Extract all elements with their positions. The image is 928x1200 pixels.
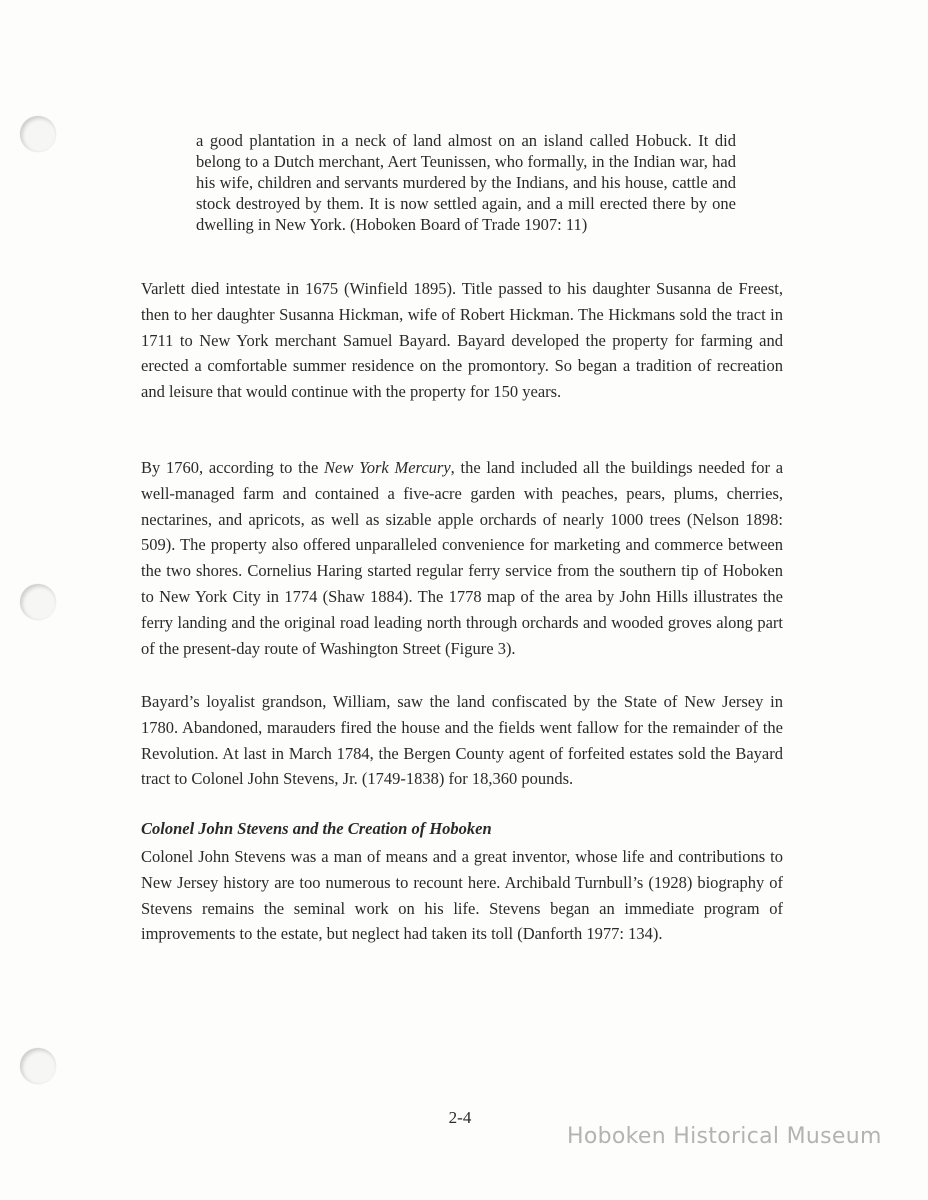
- text-run: By 1760, according to the: [141, 458, 325, 477]
- page-number: 2-4: [448, 1108, 472, 1127]
- body-paragraph: Varlett died intestate in 1675 (Winfield 1895). Title passed to his daughter Susanna de Freest, then to her daughter Susanna Hickman, wife of Robert Hickman. The Hickmans sold the tract in 1711 to New York merchant Samuel Bayard. Bayard developed the property for farming and erected a comfortable summer residence on the promontory. So began a tradition of recreation and leisure that would continue with the property for 150 years.: [141, 279, 783, 402]
- body-paragraph: Bayard’s loyalist grandson, William, saw the land confiscated by the State of New Jersey in 1780. Abandoned, marauders fired the house and the fields went fallow for the remainder of the Revolution. At last in March 1784, the Bergen County agent of forfeited estates sold the Bayard tract to Colonel John Stevens, Jr. (1749-1838) for 18,360 pounds.: [141, 692, 783, 789]
- body-paragraph: Colonel John Stevens was a man of means and a great inventor, whose life and contributions to New Jersey history are too numerous to recount here. Archibald Turnbull’s (1928) biography of Stevens remains the seminal work on his life. Stevens began an immediate program of improvements to the estate, but neglect had taken its toll (Danforth 1977: 134).: [141, 847, 783, 944]
- punch-hole: [20, 584, 56, 620]
- text-run: , the land included all the buildings needed for a well-managed farm and contained a five-acre garden with peaches, pears, plums, cherries, nectarines, and apricots, as well as sizable apple orchards of nearly 1000 trees (Nelson 1898: 509). The property also offered unparalleled convenience for marketing and commerce between the two shores. Cornelius Haring started regular ferry service from the southern tip of Hoboken to New York City in 1774 (Shaw 1884). The 1778 map of the area by John Hills illustrates the ferry landing and the original road leading north through orchards and wooded groves along part of the present-day route of Washington Street (Figure 3).: [141, 458, 784, 658]
- publication-title: New York Mercury: [324, 458, 451, 477]
- block-quote: a good plantation in a neck of land almost on an island called Hobuck. It did belong to a Dutch merchant, Aert Teunissen, who formally, in the Indian war, had his wife, children and servants murdered by the Indians, and his house, cattle and stock destroyed by them. It is now settled again, and a mill erected there by one dwelling in New York. (Hoboken Board of Trade 1907: 11): [196, 131, 736, 234]
- watermark: Hoboken Historical Museum: [567, 1124, 882, 1149]
- section-heading: Colonel John Stevens and the Creation of Hoboken: [141, 819, 492, 838]
- punch-hole: [20, 116, 56, 152]
- body-paragraph: [141, 455, 783, 661]
- punch-hole: [20, 1048, 56, 1084]
